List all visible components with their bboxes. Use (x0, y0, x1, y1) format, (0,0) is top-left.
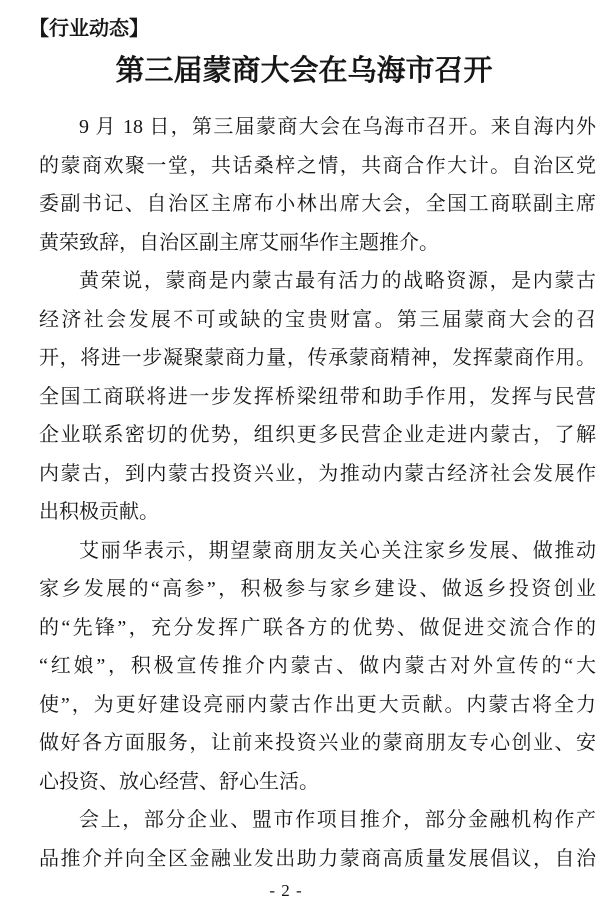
text-line: 艾丽华表示，期望蒙商朋友关心关注家乡发展、做推动 (79, 539, 596, 562)
text-line: 企业联系密切的优势，组织更多民营企业走进内蒙古，了解 (39, 424, 596, 446)
article-title: 第三届蒙商大会在乌海市召开 (115, 55, 493, 87)
text-line: 委副书记、自治区主席布小林出席大会，全国工商联副主席 (39, 193, 596, 215)
paragraph-2 (39, 262, 596, 532)
text-line: 黄荣致辞，自治区副主席艾丽华作主题推介。 (39, 231, 439, 254)
text-line: 家乡发展的“高参”，积极参与家乡建设、做返乡投资创业 (39, 578, 596, 600)
section-tag: 【行业动态】 (29, 18, 149, 40)
paragraph-1 (39, 108, 596, 262)
text-line: “红娘”，积极宣传推介内蒙古、做内蒙古对外宣传的“大 (39, 655, 596, 677)
page-number: - 2 - (269, 881, 303, 900)
text-line: 9 月 18 日，第三届蒙商大会在乌海市召开。来自海内外 (79, 116, 596, 138)
text-line: 开，将进一步凝聚蒙商力量，传承蒙商精神，发挥蒙商作用。 (39, 347, 596, 369)
text-line: 会上，部分企业、盟市作项目推介，部分金融机构作产 (79, 809, 596, 831)
text-line: 内蒙古，到内蒙古投资兴业，为推动内蒙古经济社会发展作 (39, 462, 596, 485)
text-line: 做好各方面服务，让前来投资兴业的蒙商朋友专心创业、安 (39, 732, 596, 754)
paragraph-4 (39, 801, 596, 878)
text-line: 全国工商联将进一步发挥桥梁纽带和助手作用，发挥与民营 (39, 385, 596, 408)
text-line: 经济社会发展不可或缺的宝贵财富。第三届蒙商大会的召 (39, 308, 596, 331)
text-line: 的“先锋”，充分发挥广联各方的优势、做促进交流合作的 (39, 616, 596, 639)
text-line: 品推介并向全区金融业发出助力蒙商高质量发展倡议，自治 (39, 847, 596, 870)
text-line: 心投资、放心经营、舒心生活。 (39, 770, 319, 793)
text-line: 使”，为更好建设亮丽内蒙古作出更大贡献。内蒙古将全力 (39, 693, 596, 716)
text-line: 出积极贡献。 (39, 501, 159, 523)
text-line: 黄荣说，蒙商是内蒙古最有活力的战略资源，是内蒙古 (79, 270, 596, 292)
paragraph-3 (39, 532, 596, 802)
article-body (39, 108, 596, 878)
text-line: 的蒙商欢聚一堂，共话桑梓之情，共商合作大计。自治区党 (39, 154, 596, 177)
